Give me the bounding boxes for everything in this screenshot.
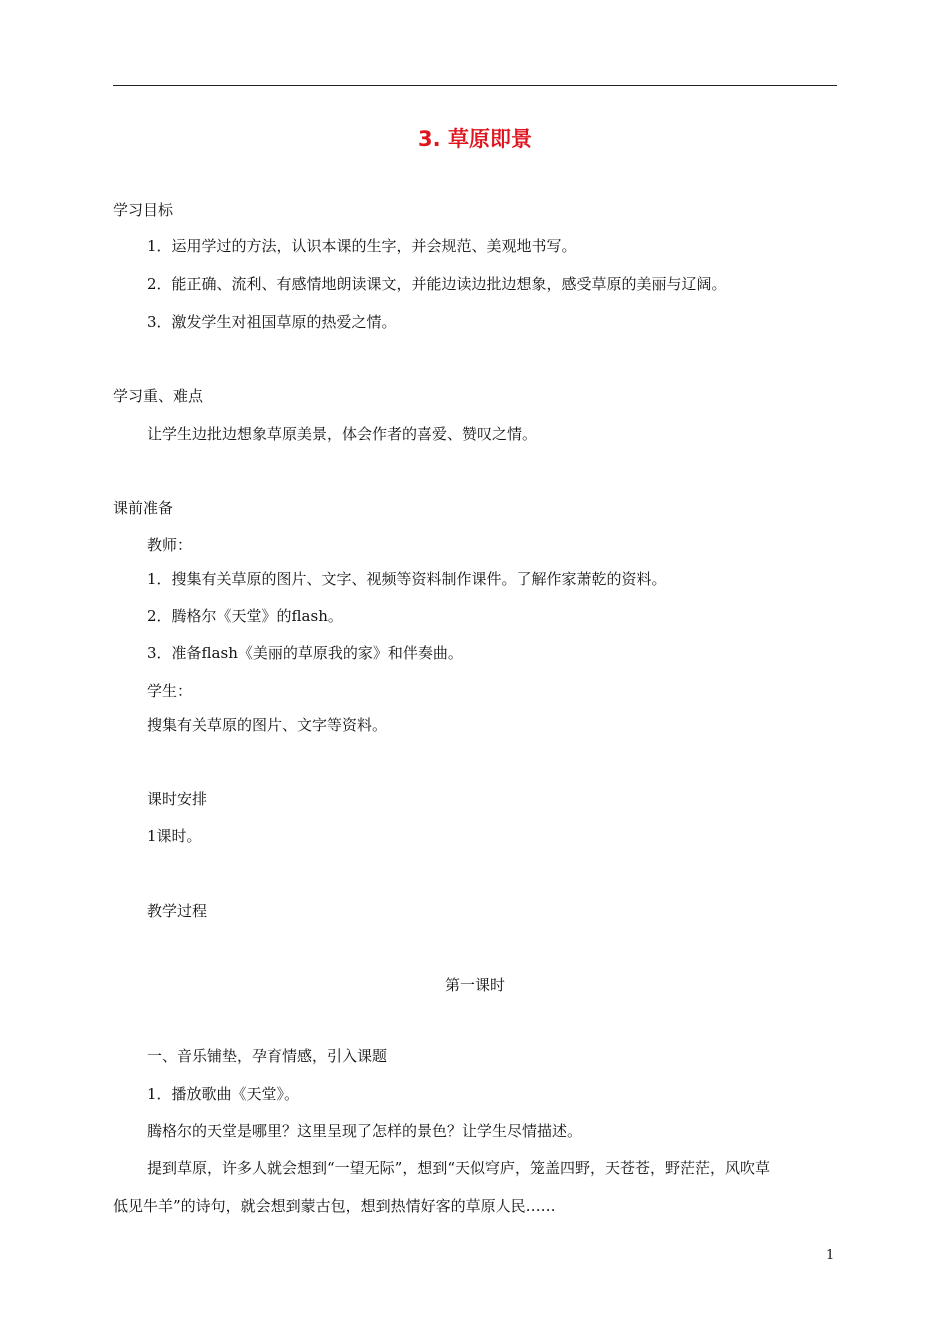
teacher-item-2: 2．腾格尔《天堂》的flash。 — [147, 607, 343, 625]
teacher-item-1: 1．搜集有关草原的图片、文字、视频等资料制作课件。了解作家萧乾的资料。 — [147, 570, 667, 588]
objective-item-3: 3．激发学生对祖国草原的热爱之情。 — [147, 313, 397, 331]
keypoints-text: 让学生边批边想象草原美景，体会作者的喜爱、赞叹之情。 — [147, 425, 538, 443]
student-text: 搜集有关草原的图片、文字等资料。 — [147, 716, 388, 734]
paragraph-2-line-2: 低见牛羊”的诗句，就会想到蒙古包，想到热情好客的草原人民…… — [113, 1197, 556, 1215]
objective-item-2: 2．能正确、流利、有感情地朗读课文，并能边读边批边想象，感受草原的美丽与辽阔。 — [147, 275, 727, 293]
teacher-label: 教师： — [147, 536, 193, 554]
section-heading-1: 一、音乐铺垫，孕育情感，引入课题 — [147, 1047, 388, 1065]
page-title: 3. 草原即景 — [418, 127, 532, 151]
schedule-heading: 课时安排 — [147, 790, 208, 808]
header-rule — [113, 85, 837, 86]
student-label: 学生： — [147, 682, 193, 700]
paragraph-1: 腾格尔的天堂是哪里？这里呈现了怎样的景色？让学生尽情描述。 — [147, 1122, 583, 1140]
lesson-title: 第一课时 — [444, 976, 505, 994]
process-heading: 教学过程 — [147, 902, 208, 920]
keypoints-heading: 学习重、难点 — [113, 387, 204, 405]
step-1: 1．播放歌曲《天堂》。 — [147, 1085, 300, 1103]
paragraph-2-line-1: 提到草原，许多人就会想到“一望无际”，想到“天似穹庐，笼盖四野，天苍苍，野茫茫，风吹草 — [147, 1159, 771, 1177]
objective-item-1: 1．运用学过的方法，认识本课的生字，并会规范、美观地书写。 — [147, 237, 577, 255]
objectives-heading: 学习目标 — [113, 201, 174, 219]
page-number: 1 — [826, 1248, 835, 1263]
teacher-item-3: 3．准备flash《美丽的草原我的家》和伴奏曲。 — [147, 644, 463, 662]
prep-heading: 课前准备 — [113, 499, 174, 517]
schedule-text: 1课时。 — [147, 827, 202, 845]
